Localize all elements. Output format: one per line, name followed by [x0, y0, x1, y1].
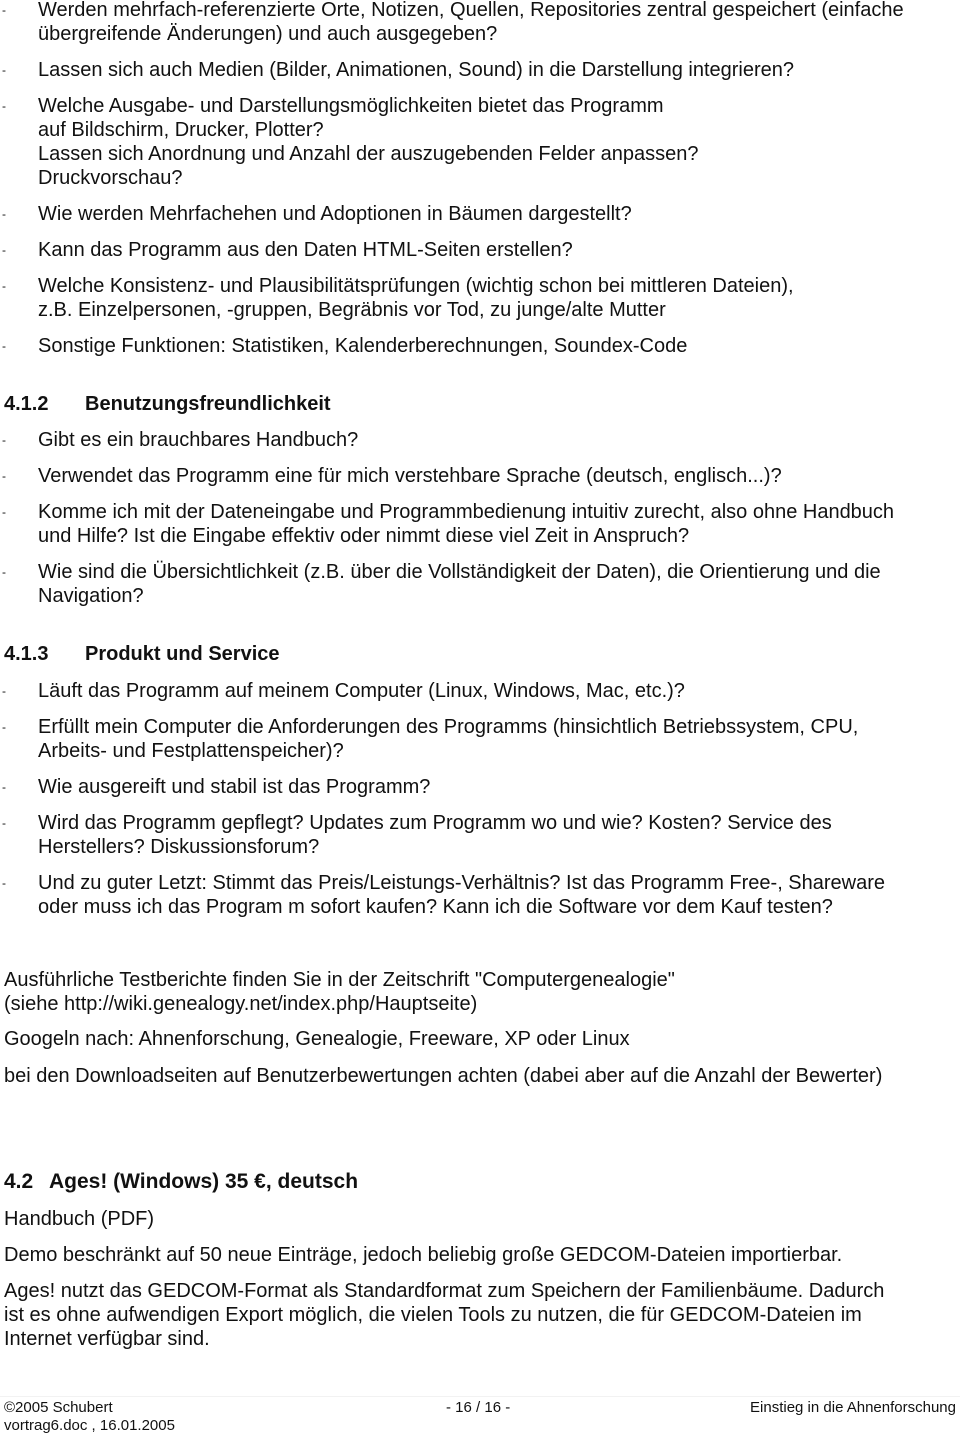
bullet-dash: - [2, 720, 6, 734]
footer-document-title: Einstieg in die Ahnenforschung [750, 1399, 956, 1416]
section-number: 4.1.3 [4, 643, 49, 665]
test-reports-paragraph: Ausführliche Testberichte finden Sie in der Zeitschrift "Computergenealogie" (siehe http://wiki.genealogy.net/index.php/Hauptseite) [4, 969, 675, 1015]
list-item: - Welche Ausgabe- und Darstellungsmöglichkeiten bietet das Programm auf Bildschirm, Drucker, Plotter? Lassen sich Anordnung und Anzahl der auszugebenden Felder anpassen? Druckvorschau? [2, 95, 699, 189]
section-title: Benutzungsfreundlichkeit [85, 393, 331, 415]
section-heading-product-service [4, 642, 280, 666]
bullet-dash: - [2, 684, 6, 698]
list-item: - Wie sind die Übersichtlichkeit (z.B. über die Vollständigkeit der Daten), die Orientierung und die Navigation? [2, 561, 881, 607]
download-ratings-paragraph: bei den Downloadseiten auf Benutzerbewertungen achten (dabei aber auf die Anzahl der Bewerter) [4, 1065, 883, 1087]
list-item: - Erfüllt mein Computer die Anforderungen des Programms (hinsichtlich Betriebssystem, CPU, Arbeits- und Festplattenspeicher)? [2, 716, 859, 762]
section-number: 4.1.2 [4, 393, 49, 415]
footer-copyright: ©2005 Schubert [4, 1399, 113, 1416]
list-item: - Läuft das Programm auf meinem Computer (Linux, Windows, Mac, etc.)? [2, 680, 685, 702]
gedcom-paragraph: Ages! nutzt das GEDCOM-Format als Standardformat zum Speichern der Familienbäume. Dadurch ist es ohne aufwendigen Export möglich, die vielen Tools zu nutzen, die für GEDCOM-Dateien im Internet verfügbar sind. [4, 1280, 885, 1350]
footer-page-number: - 16 / 16 - [446, 1399, 511, 1416]
bullet-dash: - [2, 63, 6, 77]
bullet-dash: - [2, 816, 6, 830]
bullet-dash: - [2, 279, 6, 293]
bullet-dash: - [2, 3, 6, 17]
checklist-usability [0, 428, 958, 608]
bullet-dash: - [2, 207, 6, 221]
list-item: - Wie ausgereift und stabil ist das Programm? [2, 776, 431, 798]
list-item: - Werden mehrfach-referenzierte Orte, Notizen, Quellen, Repositories zentral gespeichert (einfache übergreifende Änderungen) und auch ausgegeben? [2, 0, 904, 45]
section-title: Produkt und Service [85, 643, 280, 665]
section-title: Ages! (Windows) 35 €, deutsch [49, 1170, 359, 1193]
footer-filename: vortrag6.doc , 16.01.2005 [4, 1417, 175, 1434]
section-number: 4.2 [4, 1170, 34, 1193]
list-item: - Komme ich mit der Dateneingabe und Programmbedienung intuitiv zurecht, also ohne Handbuch und Hilfe? Ist die Eingabe effektiv oder nimmt diese viel Zeit in Anspruch? [2, 501, 895, 547]
list-item: - Und zu guter Letzt: Stimmt das Preis/Leistungs-Verhältnis? Ist das Programm Free-, Shareware oder muss ich das Program m sofort kaufen? Kann ich die Software vor dem Kauf testen? [2, 872, 886, 918]
list-item: - Kann das Programm aus den Daten HTML-Seiten erstellen? [2, 239, 573, 261]
bullet-dash: - [2, 876, 6, 890]
bullet-dash: - [2, 780, 6, 794]
demo-paragraph: Demo beschränkt auf 50 neue Einträge, jedoch beliebig große GEDCOM-Dateien importierbar. [4, 1244, 843, 1266]
footer-divider [0, 1396, 960, 1397]
list-item: - Gibt es ein brauchbares Handbuch? [2, 429, 359, 451]
bullet-dash: - [2, 433, 6, 447]
bullet-dash: - [2, 505, 6, 519]
list-item: - Wird das Programm gepflegt? Updates zum Programm wo und wie? Kosten? Service des Herstellers? Diskussionsforum? [2, 812, 832, 858]
bullet-dash: - [2, 339, 6, 353]
bullet-dash: - [2, 99, 6, 113]
list-item: - Welche Konsistenz- und Plausibilitätsprüfungen (wichtig schon bei mittleren Dateien), z.B. Einzelpersonen, -gruppen, Begräbnis vor Tod, zu junge/alte Mutter [2, 275, 794, 321]
search-terms-paragraph: Googeln nach: Ahnenforschung, Genealogie, Freeware, XP oder Linux [4, 1028, 630, 1050]
list-item: - Verwendet das Programm eine für mich verstehbare Sprache (deutsch, englisch...)? [2, 465, 782, 487]
bullet-dash: - [2, 243, 6, 257]
footer-left [4, 1399, 175, 1435]
section-heading-usability [4, 392, 331, 416]
bullet-dash: - [2, 469, 6, 483]
list-item: - Wie werden Mehrfachehen und Adoptionen in Bäumen dargestellt? [2, 203, 632, 225]
manual-paragraph: Handbuch (PDF) [4, 1208, 155, 1230]
checklist-top [0, 0, 958, 358]
bullet-dash: - [2, 565, 6, 579]
list-item: - Lassen sich auch Medien (Bilder, Animationen, Sound) in die Darstellung integrieren? [2, 59, 795, 81]
section-heading-ages [4, 1170, 358, 1194]
checklist-product-service [0, 679, 958, 919]
list-item: - Sonstige Funktionen: Statistiken, Kalenderberechnungen, Soundex-Code [2, 335, 688, 357]
